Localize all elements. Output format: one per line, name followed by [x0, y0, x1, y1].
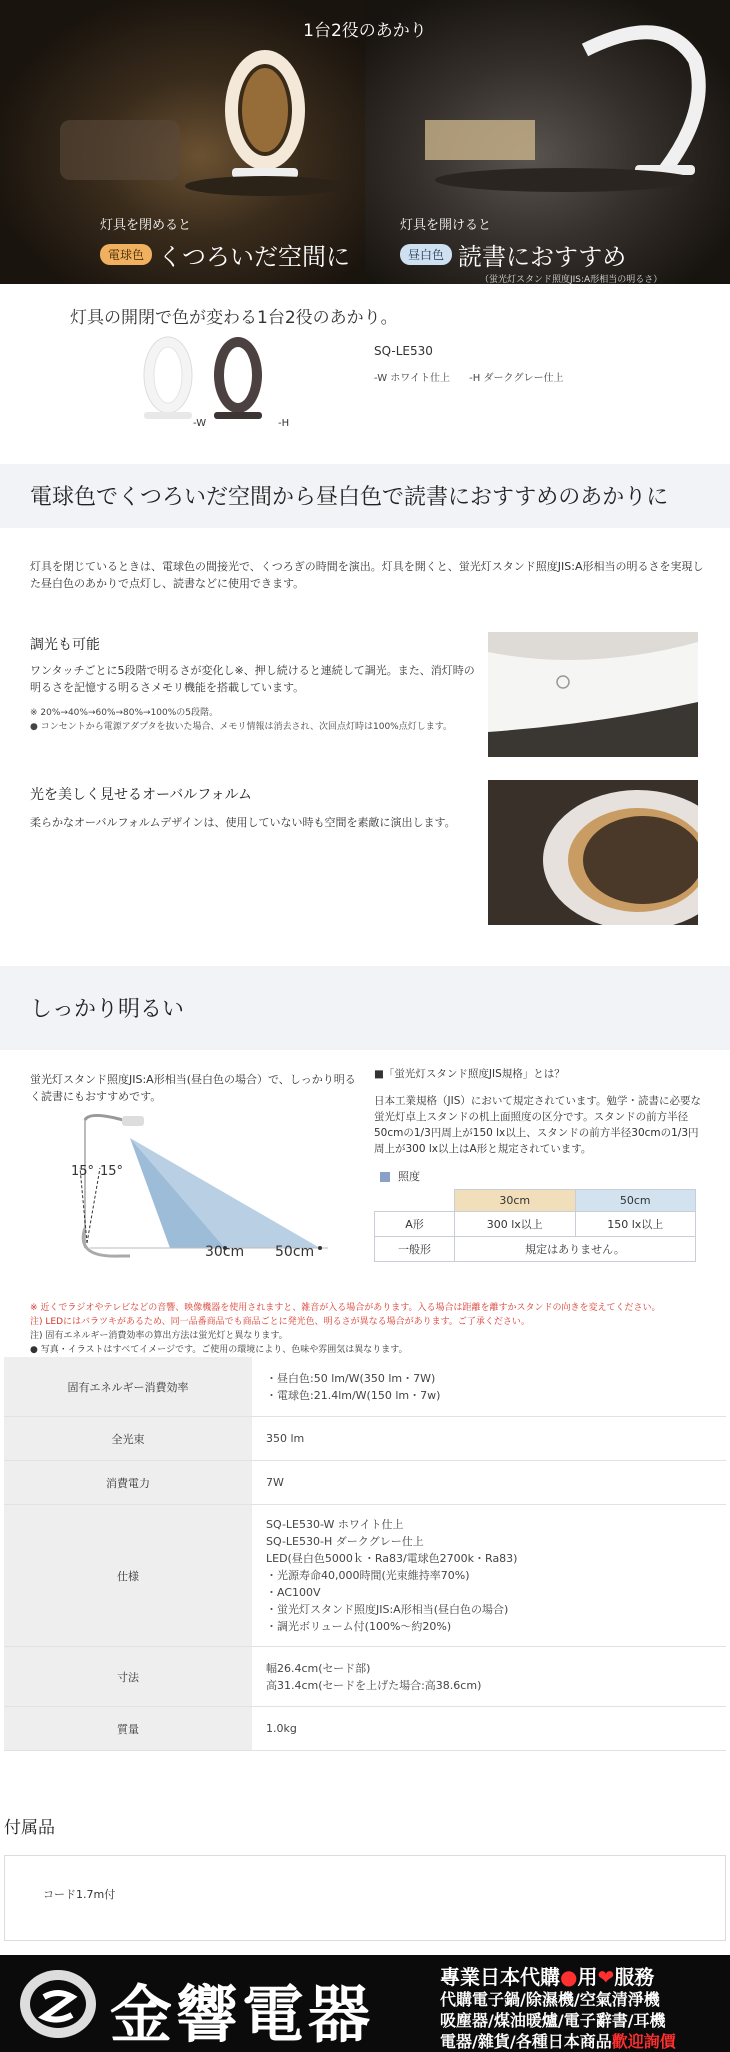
- spec-key: 仕様: [4, 1505, 252, 1647]
- spec-row: [4, 1647, 726, 1707]
- spec-value-line: 350 lm: [266, 1432, 305, 1445]
- warning-led-variance: 注) LEDにはバラツキがあるため、同一品番商品でも商品ごとに発光色、明るさが異なる場合があります。ご了承ください。: [30, 1317, 530, 1327]
- heart-icon: ❤: [597, 1965, 615, 1989]
- spec-value-line: 1.0kg: [266, 1722, 297, 1735]
- spec-key: 全光束: [4, 1417, 252, 1461]
- illuminance-diagram: [60, 1108, 330, 1266]
- lamp-w-label: -W: [193, 418, 207, 429]
- note-images: ● 写真・イラストはすべてイメージです。ご使用の環境により、色味や雰囲気は異なります。: [30, 1345, 408, 1355]
- spec-value-line: 高31.4cm(セードを上げた場合:高38.6cm): [266, 1678, 482, 1692]
- spec-row: [4, 1707, 726, 1751]
- service-line-1: [440, 1961, 654, 1990]
- hero-open-small: 灯具を開けると: [400, 218, 492, 233]
- spec-row: [4, 1505, 726, 1647]
- spec-value-line: SQ-LE530-H ダークグレー仕上: [266, 1535, 424, 1548]
- distance-30cm: 30cm: [205, 1244, 245, 1260]
- dimming-note-steps: ※ 20%→40%→60%→80%→100%の5段階。: [30, 708, 219, 718]
- oval-body: 柔らかなオーバルフォルムデザインは、使用していない時も空間を素敵に演出します。: [30, 816, 456, 829]
- illuminance-legend: [380, 1168, 420, 1184]
- spec-row: [4, 1417, 726, 1461]
- lamp-variants-photo: [130, 330, 300, 430]
- note-efficiency: 注) 固有エネルギー消費効率の算出方法は蛍光灯と異なります。: [30, 1331, 288, 1341]
- spec-table: [4, 1356, 726, 1751]
- service-line-2: 代購電子鍋/除濕機/空氣清淨機: [440, 1990, 660, 2009]
- lamp-h-label: -H: [278, 418, 290, 429]
- table-corner: [375, 1190, 455, 1212]
- finish-options: [374, 369, 563, 384]
- hero-open-note: （蛍光灯スタンド照度JIS:A形相当の明るさ）: [480, 275, 663, 284]
- inquiry-cta: 歡迎詢價: [611, 2032, 676, 2051]
- jis-body: 日本工業規格（JIS）において規定されています。勉学・読書に必要な蛍光灯卓上スタンドの机上面照度の区分です。スタンドの前方半径50cmの1/3円周上が150 lx以上、スタンドの前方半径30cmの1/3円周上が300 lx以上はA形と規定されています。: [374, 1095, 702, 1155]
- oval-title: 光を美しく見せるオーバルフォルム: [30, 787, 253, 803]
- spec-key: 消費電力: [4, 1461, 252, 1505]
- hero-caption-open: [400, 214, 662, 284]
- accessory-item: コード1.7m付: [43, 1888, 116, 1901]
- hero-caption-closed: [100, 214, 350, 272]
- section2-body: 蛍光灯スタンド照度JIS:A形相当(昼白色の場合）で、しっかり明るく読書にもおすすめです。: [30, 1073, 356, 1103]
- spec-value: [252, 1505, 726, 1647]
- spec-value: [252, 1707, 726, 1751]
- header-50cm: 50cm: [575, 1190, 696, 1212]
- spec-value-line: 7W: [266, 1476, 284, 1489]
- section2-header: [0, 966, 730, 1050]
- spec-value: [252, 1417, 726, 1461]
- hero-banner: [0, 0, 730, 284]
- spec-value-line: ・蛍光灯スタンド照度JIS:A形相当(昼白色の場合): [266, 1603, 509, 1616]
- cell-a-30: 300 lx以上: [455, 1212, 576, 1237]
- spec-value: [252, 1461, 726, 1505]
- spec-value-line: ・昼白色:50 lm/W(350 lm・7W): [266, 1371, 436, 1385]
- spec-value-line: LED(昼白色5000ｋ・Ra83/電球色2700k・Ra83): [266, 1552, 518, 1565]
- shop-brand: 金響電器: [110, 1978, 375, 2051]
- dimming-title: 調光も可能: [30, 637, 100, 653]
- distance-50cm: 50cm: [275, 1244, 315, 1260]
- cell-general-value: 規定はありません。: [455, 1237, 696, 1262]
- hero-closed-small: 灯具を閉めると: [100, 218, 192, 233]
- dimming-note-memory: ● コンセントから電源アダプタを抜いた場合、メモリ情報は消去され、次回点灯時は100%点灯します。: [30, 722, 453, 732]
- illuminance-table: [374, 1189, 696, 1262]
- spec-value-line: ・調光ボリューム付(100%〜約20%): [266, 1620, 452, 1633]
- finish-white: -W ホワイト仕上: [374, 373, 450, 384]
- row-a-type: [375, 1212, 696, 1237]
- shop-banner: [0, 1955, 730, 2052]
- spec-value-line: ・AC100V: [266, 1586, 321, 1599]
- accessories-title: 付属品: [4, 1818, 55, 1838]
- spec-key: 質量: [4, 1707, 252, 1751]
- oval-form-photo: [488, 780, 698, 925]
- spec-key: 固有エネルギー消費効率: [4, 1357, 252, 1417]
- hero-closed-headline: くつろいだ空間に: [158, 243, 351, 271]
- service-line-4: [440, 2029, 676, 2052]
- touch-panel-photo: [488, 632, 698, 757]
- section1-body: 灯具を閉じているときは、電球色の間接光で、くつろぎの時間を演出。灯具を開くと、蛍光灯スタンド照度JIS:A形相当の明るさを実現した昼白色のあかりで点灯し、読書などに使用できます。: [30, 560, 704, 590]
- spec-row: [4, 1357, 726, 1417]
- hero-copy: 1台2役のあかり: [303, 21, 427, 41]
- spec-value-line: SQ-LE530-W ホワイト仕上: [266, 1518, 404, 1531]
- illuminance-table-title: 照度: [398, 1170, 420, 1183]
- intro-subtitle: 灯具の開閉で色が変わる1台2役のあかり。: [70, 308, 398, 328]
- finish-darkgray: -H ダークグレー仕上: [469, 373, 564, 384]
- accessories-box: [4, 1855, 726, 1941]
- jis-title: ■「蛍光灯スタンド照度JIS規格」とは？: [374, 1068, 565, 1080]
- cell-general-label: 一般形: [375, 1237, 455, 1262]
- service-text-use: 用: [577, 1965, 598, 1989]
- dimming-body: ワンタッチごとに5段階で明るさが変化し※、押し続けると連続して調光。また、消灯時の明るさを記憶する明るさメモリ機能を搭載しています。: [30, 664, 475, 694]
- cell-a-label: A形: [375, 1212, 455, 1237]
- row-general-type: [375, 1237, 696, 1262]
- spec-value-line: ・電球色:21.4lm/W(150 lm・7w): [266, 1388, 441, 1402]
- warning-noise: ※ 近くでラジオやテレビなどの音響、映像機器を使用されますと、雑音が入る場合があります。入る場合は距離を離すかスタンドの向きを変えてください。: [30, 1303, 661, 1313]
- warm-color-badge: 電球色: [100, 244, 152, 265]
- spec-value: [252, 1647, 726, 1707]
- dot-icon: ●: [560, 1965, 578, 1989]
- spec-value: [252, 1357, 726, 1417]
- spec-row: [4, 1461, 726, 1505]
- service-line-4-text: 電器/雜貨/各種日本商品: [440, 2032, 612, 2051]
- section1-title: 電球色でくつろいだ空間から昼白色で読書におすすめのあかりに: [30, 485, 669, 510]
- section2-title: しっかり明るい: [30, 997, 185, 1022]
- service-text: 專業日本代購: [440, 1965, 560, 1989]
- angle-label-right: 15°: [100, 1164, 124, 1179]
- section1-header: [0, 464, 730, 528]
- cell-a-50: 150 lx以上: [575, 1212, 696, 1237]
- service-text-service: 服務: [614, 1965, 655, 1989]
- spec-key: 寸法: [4, 1647, 252, 1707]
- model-number: SQ-LE530: [374, 344, 433, 358]
- spec-value-line: ・光源寿命40,000時間(光束維持率70%): [266, 1569, 470, 1582]
- hero-open-headline: 読書におすすめ: [458, 243, 627, 271]
- angle-label-left: 15°: [71, 1164, 95, 1179]
- header-30cm: 30cm: [455, 1190, 576, 1212]
- legend-swatch: [380, 1172, 390, 1182]
- shop-logo-icon: [18, 1967, 98, 2041]
- daylight-color-badge: 昼白色: [400, 244, 452, 265]
- service-line-3: 吸塵器/煤油暖爐/電子辭書/耳機: [440, 2011, 666, 2030]
- spec-value-line: 幅26.4cm(セード部): [266, 1661, 371, 1675]
